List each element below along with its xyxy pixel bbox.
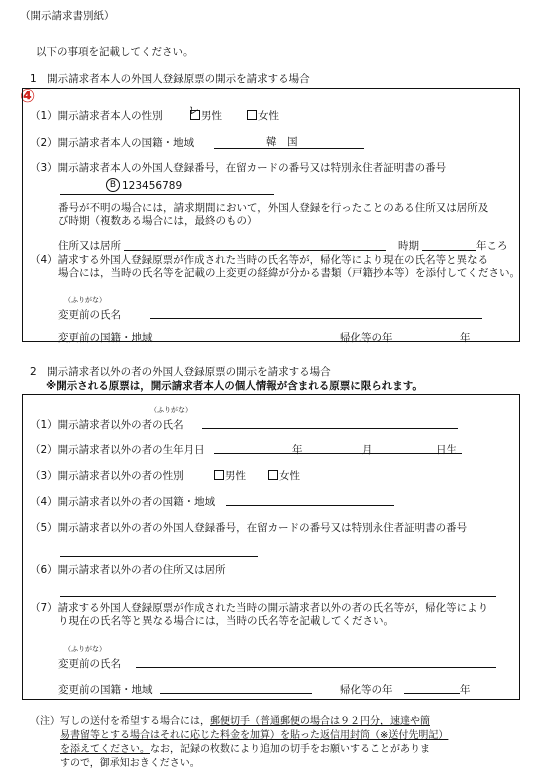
s2-prev-nationality-line[interactable] xyxy=(160,693,312,694)
male-label: 男性 xyxy=(201,110,222,122)
s1-prev-nationality-label: 変更前の国籍・地域 xyxy=(58,332,153,344)
s2-q7-furigana: （ふりがな） xyxy=(64,645,106,653)
s2-birthdate-line[interactable] xyxy=(214,453,462,454)
s1-prev-nationality-line[interactable] xyxy=(152,341,322,342)
footnote-l1b: 郵便切手（普通郵便の場合は９２円分，速達や簡 xyxy=(210,716,430,727)
footnote-line2 xyxy=(60,726,448,741)
footnote-line3 xyxy=(60,740,430,755)
s2-furigana: （ふりがな） xyxy=(150,406,192,414)
s2-nationality-line[interactable] xyxy=(226,505,394,506)
s1-male-option[interactable] xyxy=(190,108,222,123)
s2-q4-label: （4）開示請求者以外の者の国籍・地域 xyxy=(30,496,216,508)
female-label: 女性 xyxy=(279,470,300,482)
checkmark-icon: レ xyxy=(188,104,199,117)
s1-q4-line2: 場合には，当時の氏名等を記載の上変更の経緯が分かる書類（戸籍抄本等）を添付してください。 xyxy=(58,267,520,279)
s2-prev-name-line[interactable] xyxy=(136,667,496,668)
s2-name-line[interactable] xyxy=(202,428,458,429)
s1-female-option[interactable] xyxy=(247,108,279,123)
s1-period-line[interactable] xyxy=(422,250,476,251)
section2-heading: 2 開示請求者以外の者の外国人登録原票の開示を請求する場合 xyxy=(30,366,331,378)
s1-registration-number[interactable]: 123456789 xyxy=(122,180,183,192)
s2-female-option[interactable] xyxy=(268,468,300,483)
s2-naturalization-label: 帰化等の年 xyxy=(340,684,393,696)
s2-prev-name-label: 変更前の氏名 xyxy=(58,658,121,670)
s2-year-unit: 年 xyxy=(460,684,471,696)
checkbox-male[interactable] xyxy=(214,470,224,480)
s1-number-line xyxy=(60,194,274,195)
s2-q6-label: （6）開示請求者以外の者の住所又は居所 xyxy=(30,564,226,576)
section2-notice: ※開示される原票は，開示請求者本人の個人情報が含まれる原票に限られます。 xyxy=(46,380,423,392)
s1-address-label: 住所又は居所 xyxy=(58,240,121,252)
s2-q7-line2: り現在の氏名等と異なる場合には，当時の氏名等を記載してください。 xyxy=(58,615,394,627)
intro-text: 以下の事項を記載してください。 xyxy=(36,46,194,58)
s1-furigana: （ふりがな） xyxy=(64,296,106,304)
s1-year-unit: 年 xyxy=(460,332,471,344)
s2-prev-nationality-label: 変更前の国籍・地域 xyxy=(58,684,153,696)
s1-period-label: 時期 xyxy=(398,240,419,252)
s1-nationality-line xyxy=(214,148,364,149)
s2-number-line[interactable] xyxy=(60,556,258,557)
s2-q1-label: （1）開示請求者以外の者の氏名 xyxy=(30,419,184,431)
s1-prev-name-line[interactable] xyxy=(150,318,482,319)
s2-q5-label: （5）開示請求者以外の者の外国人登録番号，在留カードの番号又は特別永住者証明書の番号 xyxy=(30,522,468,534)
s1-q3-note1: 番号が不明の場合には，請求期間において，外国人登録を行ったことのある住所又は居所及 xyxy=(58,202,489,214)
s2-year-label: 年 xyxy=(292,444,303,456)
female-label: 女性 xyxy=(258,110,279,122)
s1-q1-label: （1）開示請求者本人の性別 xyxy=(30,110,163,122)
footnote-l3a: を添えてください。 xyxy=(60,744,150,755)
s2-male-option[interactable] xyxy=(214,468,246,483)
section1-heading: 1 開示請求者本人の外国人登録原票の開示を請求する場合 xyxy=(30,73,310,85)
s1-q3-label: （3）開示請求者本人の外国人登録番号，在留カードの番号又は特別永住者証明書の番号 xyxy=(30,162,447,174)
marker-4: ④ xyxy=(20,86,36,107)
s1-q2-label: （2）開示請求者本人の国籍・地域 xyxy=(30,137,195,149)
s1-prev-name-label: 変更前の氏名 xyxy=(58,309,121,321)
s1-address-line[interactable] xyxy=(124,250,386,251)
checkbox-female[interactable] xyxy=(247,110,257,120)
footnote-l1a: （注）写しの送付を希望する場合には， xyxy=(30,716,210,727)
s1-naturalization-line[interactable] xyxy=(404,341,460,342)
footnote-line4: すので，御承知おきください。 xyxy=(60,758,200,769)
checkbox-female[interactable] xyxy=(268,470,278,480)
b-badge-icon: B xyxy=(106,178,120,192)
s2-q2-label: （2）開示請求者以外の者の生年月日 xyxy=(30,444,205,456)
s1-year-suffix: 年ころ xyxy=(476,240,508,252)
s1-q3-note2: び時期（複数ある場合には，最終のもの） xyxy=(58,215,258,227)
s2-address-line[interactable] xyxy=(60,596,496,597)
s2-q3-label: （3）開示請求者以外の者の性別 xyxy=(30,470,184,482)
s2-month-label: 月 xyxy=(362,444,373,456)
section2-box xyxy=(22,394,520,700)
s2-day-label: 日生 xyxy=(436,444,457,456)
s2-q7-line1: （7）請求する外国人登録原票が作成された当時の開示請求者以外の者の氏名等が，帰化等により xyxy=(30,602,489,614)
s1-nationality-value[interactable]: 韓 国 xyxy=(266,136,298,148)
s1-naturalization-label: 帰化等の年 xyxy=(340,332,393,344)
checkbox-male[interactable] xyxy=(190,110,200,120)
footnote-l2a: 易書留等とする場合はそれに応じた料金を加算）を貼った返信用封筒（※送付先明記） xyxy=(60,730,449,741)
footnote-l3b: なお，記録の枚数により追加の切手をお願いすることがありま xyxy=(150,744,430,755)
s2-naturalization-line[interactable] xyxy=(404,693,460,694)
s1-q4-line1: （4）請求する外国人登録原票が作成された当時の氏名等が，帰化等により現在の氏名等と異なる xyxy=(30,254,489,266)
footnote-line1 xyxy=(30,712,430,727)
form-title: （開示請求書別紙） xyxy=(20,10,115,22)
male-label: 男性 xyxy=(225,470,246,482)
